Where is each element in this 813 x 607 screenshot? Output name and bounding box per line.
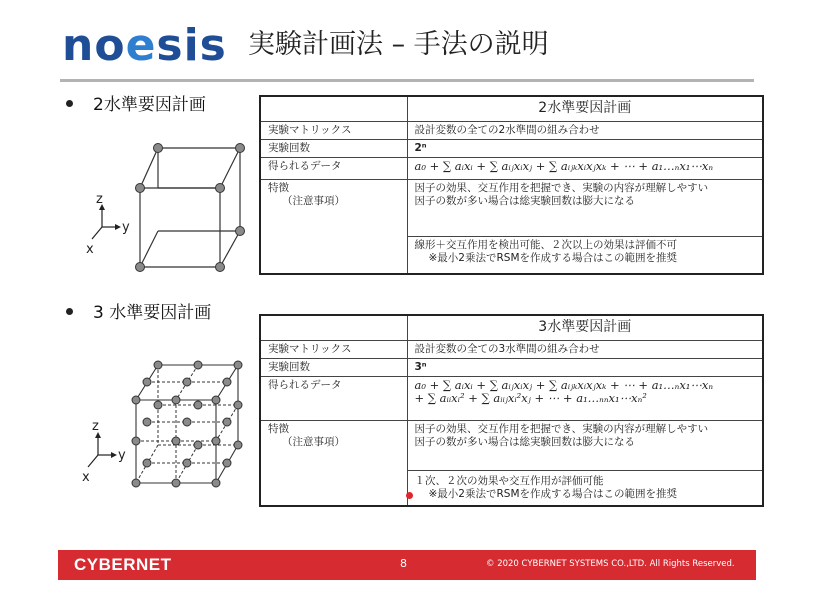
- cube-node: [183, 378, 191, 386]
- cube-node: [154, 361, 162, 369]
- cube-3-level-diagram: [78, 355, 253, 495]
- table-header: 2水準要因計画: [407, 96, 763, 121]
- cube-node: [143, 459, 151, 467]
- feature-cell: [260, 420, 407, 506]
- table-corner: [260, 96, 407, 121]
- row-value: 3ⁿ: [407, 358, 763, 376]
- cube-node: [172, 479, 180, 487]
- row-label: 実験マトリックス: [260, 121, 407, 139]
- cube-node: [154, 401, 162, 409]
- row-label: 得られるデータ: [260, 157, 407, 179]
- slide-title: 実験計画法 – 手法の説明: [248, 29, 549, 60]
- table-corner: [260, 315, 407, 340]
- bullet-text: 3 水準要因計画: [93, 303, 212, 323]
- feature-label: 特徴: [268, 181, 289, 194]
- feature-cell: [260, 179, 407, 274]
- cube-node: [143, 418, 151, 426]
- pointer-cursor: [406, 492, 413, 499]
- cube-node: [183, 418, 191, 426]
- row-label: 得られるデータ: [260, 376, 407, 420]
- cube-node: [234, 401, 242, 409]
- footer-brand: CYBERNET: [74, 555, 172, 574]
- polynomial-formula: a₀ + ∑ aᵢxᵢ + ∑ aᵢⱼxᵢxⱼ + ∑ aᵢⱼₖxᵢxⱼxₖ + ⋯ + a₁…ₙx₁⋯xₙ: [407, 157, 763, 179]
- table-2-level: [259, 95, 764, 275]
- cube-node: [212, 479, 220, 487]
- cube-node: [212, 437, 220, 445]
- axis-x-label: x: [86, 242, 94, 257]
- title-divider: [60, 79, 754, 82]
- cube-node: [236, 144, 245, 153]
- cube-node: [132, 479, 140, 487]
- copyright-text: © 2020 CYBERNET SYSTEMS CO.,LTD. All Rights Reserved.: [486, 559, 735, 569]
- cube-node: [172, 437, 180, 445]
- row-label: 実験マトリックス: [260, 340, 407, 358]
- cube-node: [136, 263, 145, 272]
- cube-node: [154, 144, 163, 153]
- cube-node: [194, 401, 202, 409]
- cube-node: [136, 184, 145, 193]
- axis-z-label: z: [96, 192, 103, 207]
- polynomial-formula: a₀ + ∑ aᵢxᵢ + ∑ aᵢⱼxᵢxⱼ + ∑ aᵢⱼₖxᵢxⱼxₖ + ⋯ + a₁…ₙx₁⋯xₙ + ∑ aᵢᵢxᵢ² + ∑ aᵢᵢⱼxᵢ²xⱼ + ⋯ + a₁…ₙₙx₁⋯xₙ²: [407, 376, 763, 420]
- feature-lines: 因子の効果、交互作用を把握でき、実験の内容が理解しやすい 因子の数が多い場合は総実験回数は膨大になる: [407, 420, 763, 470]
- table-header: 3水準要因計画: [407, 315, 763, 340]
- cube-node: [172, 396, 180, 404]
- cube-node: [216, 263, 225, 272]
- axis-y-label: y: [118, 448, 126, 463]
- cube-node: [216, 184, 225, 193]
- note-lines: 線形＋交互作用を検出可能、２次以上の効果は評価不可 ※最小2乗法でRSMを作成する場合はこの範囲を推奨: [407, 236, 763, 274]
- axis-z-label: z: [92, 419, 99, 434]
- page-number: 8: [400, 557, 407, 570]
- bullet-3-level: [66, 303, 211, 323]
- feature-label: 特徴: [268, 422, 289, 435]
- cube-node: [234, 441, 242, 449]
- feature-note: （注意事項）: [282, 435, 345, 448]
- row-value: 設計変数の全ての3水準間の組み合わせ: [407, 340, 763, 358]
- cube-node: [234, 361, 242, 369]
- row-label: 実験回数: [260, 358, 407, 376]
- cube-node: [132, 396, 140, 404]
- cube-node: [212, 396, 220, 404]
- bullet-text: 2水準要因計画: [93, 95, 206, 115]
- feature-lines: 因子の効果、交互作用を把握でき、実験の内容が理解しやすい 因子の数が多い場合は総実験回数は膨大になる: [407, 179, 763, 236]
- cube-node: [143, 378, 151, 386]
- cube-node: [236, 227, 245, 236]
- table-3-level: [259, 314, 764, 507]
- noesis-logo: noesis: [62, 20, 227, 71]
- cube-node: [223, 378, 231, 386]
- feature-note: （注意事項）: [282, 194, 345, 207]
- cube-node: [183, 459, 191, 467]
- axis-y-label: y: [122, 220, 130, 235]
- cube-node: [132, 437, 140, 445]
- cube-node: [194, 441, 202, 449]
- axis-x-label: x: [82, 470, 90, 485]
- bullet-2-level: [66, 95, 206, 115]
- row-value: 設計変数の全ての2水準間の組み合わせ: [407, 121, 763, 139]
- cube-2-level-diagram: [80, 135, 260, 280]
- row-value: 2ⁿ: [407, 139, 763, 157]
- row-label: 実験回数: [260, 139, 407, 157]
- cube-node: [194, 361, 202, 369]
- note-lines: １次、２次の効果や交互作用が評価可能 ※最小2乗法でRSMを作成する場合はこの範囲を推奨: [407, 470, 763, 506]
- cube-node: [223, 418, 231, 426]
- cube-node: [223, 459, 231, 467]
